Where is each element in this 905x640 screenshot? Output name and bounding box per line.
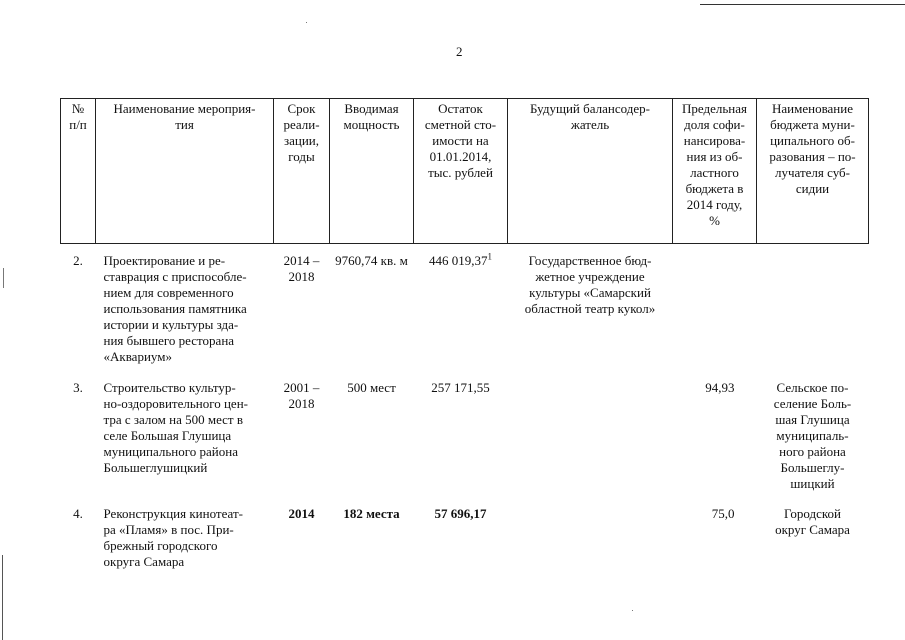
text-line: Вводимая [344, 101, 399, 116]
row-remainder: 57 696,17 [434, 506, 487, 521]
text-line: но-оздоровительного цен- [103, 396, 248, 411]
scan-speck [632, 610, 633, 611]
text-line: лучателя суб- [775, 165, 850, 180]
header-budget [757, 99, 869, 244]
text-line: Сельское по- [776, 380, 849, 395]
row-holder [508, 500, 673, 570]
text-line: 2001 – [283, 380, 320, 395]
text-line: 2014 году, [686, 197, 743, 212]
row-share: 94,93 [705, 380, 735, 395]
text-line: Наименование [772, 101, 853, 116]
text-line: сидии [795, 181, 830, 196]
header-name [96, 99, 274, 244]
text-line: Большеглу- [780, 460, 845, 475]
table-row [61, 244, 869, 374]
header-remainder [414, 99, 508, 244]
table-row [61, 500, 869, 570]
text-line: истории и культуры зда- [103, 317, 239, 332]
table-header-row [61, 99, 869, 244]
text-line: ния из об- [686, 149, 743, 164]
text-line: брежный городского [103, 538, 218, 553]
page-number: 2 [456, 44, 463, 59]
text-line: ципального об- [770, 133, 855, 148]
row-remainder [414, 244, 508, 374]
text-line: округ Самара [775, 522, 850, 537]
text-line: тра с залом на 500 мест в [103, 412, 244, 427]
text-line: Предельная [682, 101, 747, 116]
text-line: Срок [287, 101, 316, 116]
row-num: 4. [73, 506, 83, 521]
row-budget [757, 373, 869, 500]
text-line: шицкий [790, 476, 835, 491]
text-line: Проектирование и ре- [103, 253, 226, 268]
text-line: Строительство культур- [103, 380, 236, 395]
text-line: зации, [283, 133, 320, 148]
row-num: 2. [73, 253, 83, 268]
text-line: реали- [283, 117, 320, 132]
text-line: имости на [432, 133, 489, 148]
text-line: селе Большая Глушица [103, 428, 232, 443]
text-line: муниципального района [103, 444, 238, 459]
row-budget [757, 500, 869, 570]
text-line: Государственное бюд- [528, 253, 652, 268]
text-line: округа Самара [103, 554, 185, 569]
text-line: нием для современного [103, 285, 234, 300]
text-line: ластного [690, 165, 739, 180]
text-line: шая Глушица [775, 412, 850, 427]
text-line: использования памятника [103, 301, 247, 316]
text-line: тыс. рублей [428, 165, 493, 180]
row-name [96, 373, 274, 500]
row-term [274, 373, 330, 500]
row-capacity: 182 места [343, 506, 400, 521]
text-line: Городской [784, 506, 841, 521]
text-line: № [71, 101, 85, 116]
text-line: 2014 [288, 506, 315, 521]
text-line: % [709, 213, 720, 228]
row-capacity: 9760,74 кв. м [335, 253, 408, 268]
text-line: Большеглушицкий [103, 460, 208, 475]
row-share: 75,0 [711, 506, 735, 521]
text-line: ра «Пламя» в пос. При- [103, 522, 234, 537]
header-term [274, 99, 330, 244]
text-line: нансирова- [683, 133, 746, 148]
header-capacity [330, 99, 414, 244]
top-edge-rule [700, 4, 905, 5]
measures-table [60, 98, 869, 570]
text-line: ного района [779, 444, 846, 459]
text-line: ставрация с приспособле- [103, 269, 247, 284]
text-line: годы [288, 149, 315, 164]
text-line: разования – по- [769, 149, 856, 164]
header-holder [508, 99, 673, 244]
header-num [61, 99, 96, 244]
text-line: муниципаль- [776, 428, 849, 443]
text-line: бюджета в [685, 181, 744, 196]
text-line: 2014 – [283, 253, 320, 268]
row-budget [757, 244, 869, 374]
row-name [96, 500, 274, 570]
text-line: 2018 [288, 269, 315, 284]
text-line: бюджета муни- [770, 117, 855, 132]
header-share [673, 99, 757, 244]
row-term [274, 244, 330, 374]
text-line: доля софи- [684, 117, 745, 132]
row-share [673, 244, 757, 374]
text-line: Будущий балансодер- [530, 101, 650, 116]
scan-margin-mark [2, 555, 3, 640]
row-num: 3. [73, 380, 83, 395]
text-line: п/п [69, 117, 87, 132]
text-line: ния бывшего ресторана [103, 333, 235, 348]
row-term [274, 500, 330, 570]
row-capacity: 500 мест [347, 380, 396, 395]
text-line: тия [175, 117, 194, 132]
text-line: областной театр кукол» [524, 301, 656, 316]
text-line: мощность [343, 117, 400, 132]
text-line: Остаток [438, 101, 483, 116]
text-line: Наименование мероприя- [113, 101, 256, 116]
text-line: селение Боль- [773, 396, 852, 411]
row-holder [508, 244, 673, 374]
scan-speck [306, 22, 307, 23]
text-line: культуры «Самарский [529, 285, 651, 300]
text-line: «Аквариум» [103, 349, 172, 364]
text-line: 01.01.2014, [429, 149, 492, 164]
text-line: жетное учреждение [535, 269, 645, 284]
text-line: жатель [570, 117, 610, 132]
text-line: Реконструкция кинотеат- [103, 506, 243, 521]
table-row [61, 373, 869, 500]
scan-margin-mark [3, 268, 4, 288]
row-holder [508, 373, 673, 500]
footnote-mark: 1 [487, 251, 492, 262]
text-line: сметной сто- [424, 117, 497, 132]
row-remainder: 257 171,55 [431, 380, 490, 395]
row-name [96, 244, 274, 374]
text-line: 2018 [288, 396, 315, 411]
remainder-value: 446 019,37 [429, 253, 488, 268]
